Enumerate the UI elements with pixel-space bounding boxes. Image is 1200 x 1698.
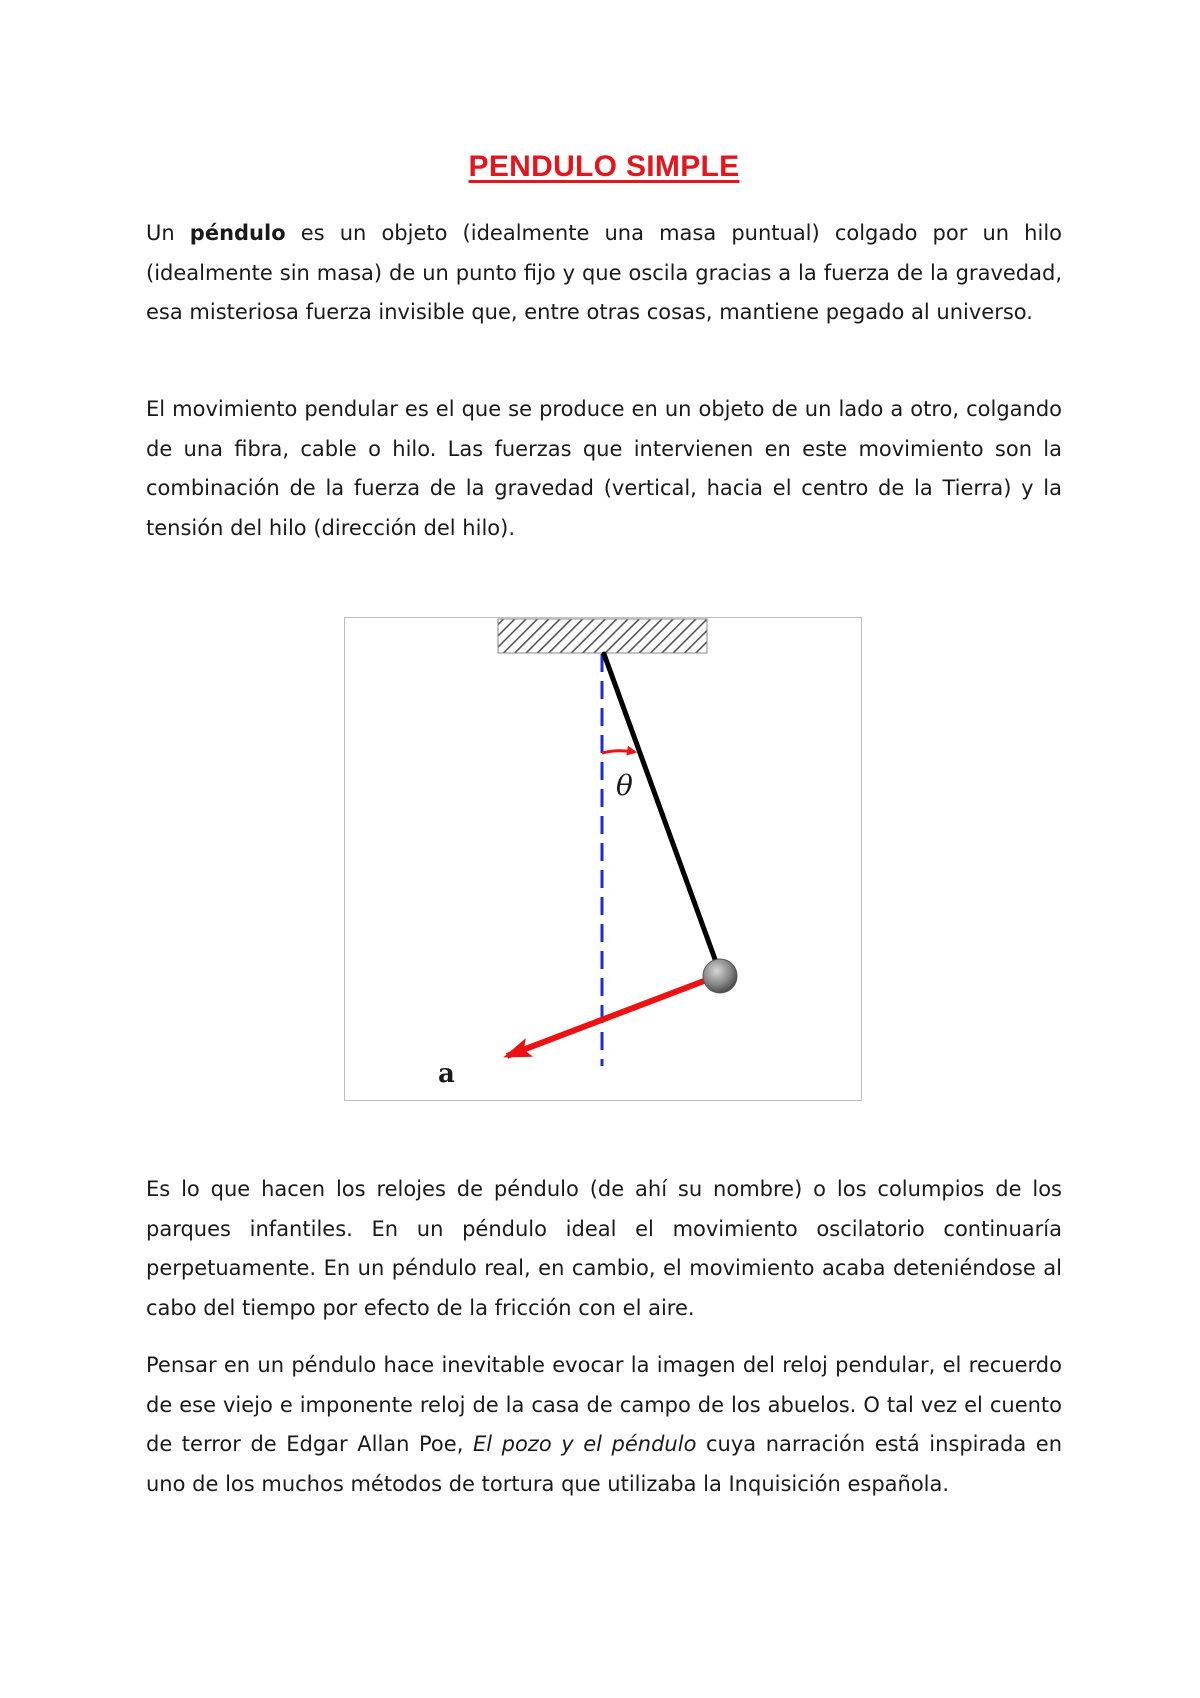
paragraph-1-run-1: Un	[146, 221, 190, 245]
paragraph-1	[146, 214, 1062, 333]
paragraph-1-run-3: es un objeto (idealmente una masa puntual) colgado por un hilo (idealmente sin masa) de un punto fijo y que oscila gracias a la fuerza de la gravedad, esa misteriosa fuerza invisible que, entre otras cosas, mantiene pegado al universo.	[146, 221, 1062, 324]
paragraph-4-run-3: cuya narración está inspirada en uno de los muchos métodos de tortura que utilizaba la Inquisición española.	[146, 1432, 1063, 1496]
paragraph-3	[146, 1170, 1062, 1328]
paragraph-2-run-1: El movimiento pendular es el que se produce en un objeto de un lado a otro, colgando de una fibra, cable o hilo. Las fuerzas que intervienen en este movimiento son la combinación de la fuerza de la gravedad (vertical, hacia el centro de la Tierra) y la tensión del hilo (dirección del hilo).	[146, 397, 1062, 540]
paragraph-4	[146, 1346, 1062, 1504]
pendulum-string	[604, 654, 720, 973]
acceleration-label: a	[438, 1059, 455, 1089]
pendulum-diagram	[345, 618, 861, 1100]
pendulum-figure	[344, 617, 862, 1101]
acceleration-arrow	[507, 976, 717, 1056]
angle-arrow	[602, 751, 635, 753]
paragraph-4-run-1: Pensar en un péndulo hace inevitable evocar la imagen del reloj pendular, el recuerdo de ese viejo e imponente reloj de la casa de campo de los abuelos. O tal vez el cuento de terror de Edgar Allan Poe,	[146, 1353, 1062, 1456]
ceiling-support	[498, 619, 707, 653]
angle-label: θ	[616, 769, 633, 802]
paragraph-1-run-2-bold: péndulo	[189, 221, 286, 245]
paragraph-3-run-1: Es lo que hacen los relojes de péndulo (de ahí su nombre) o los columpios de los parques infantiles. En un péndulo ideal el movimiento oscilatorio continuaría perpetuamente. En un péndulo real, en cambio, el movimiento acaba deteniéndose al cabo del tiempo por efecto de la fricción con el aire.	[146, 1177, 1062, 1320]
paragraph-2	[146, 390, 1062, 548]
pendulum-bob	[703, 959, 737, 993]
book-title-italic: El pozo y el péndulo	[472, 1432, 697, 1456]
page-title: PENDULO SIMPLE	[468, 150, 740, 183]
